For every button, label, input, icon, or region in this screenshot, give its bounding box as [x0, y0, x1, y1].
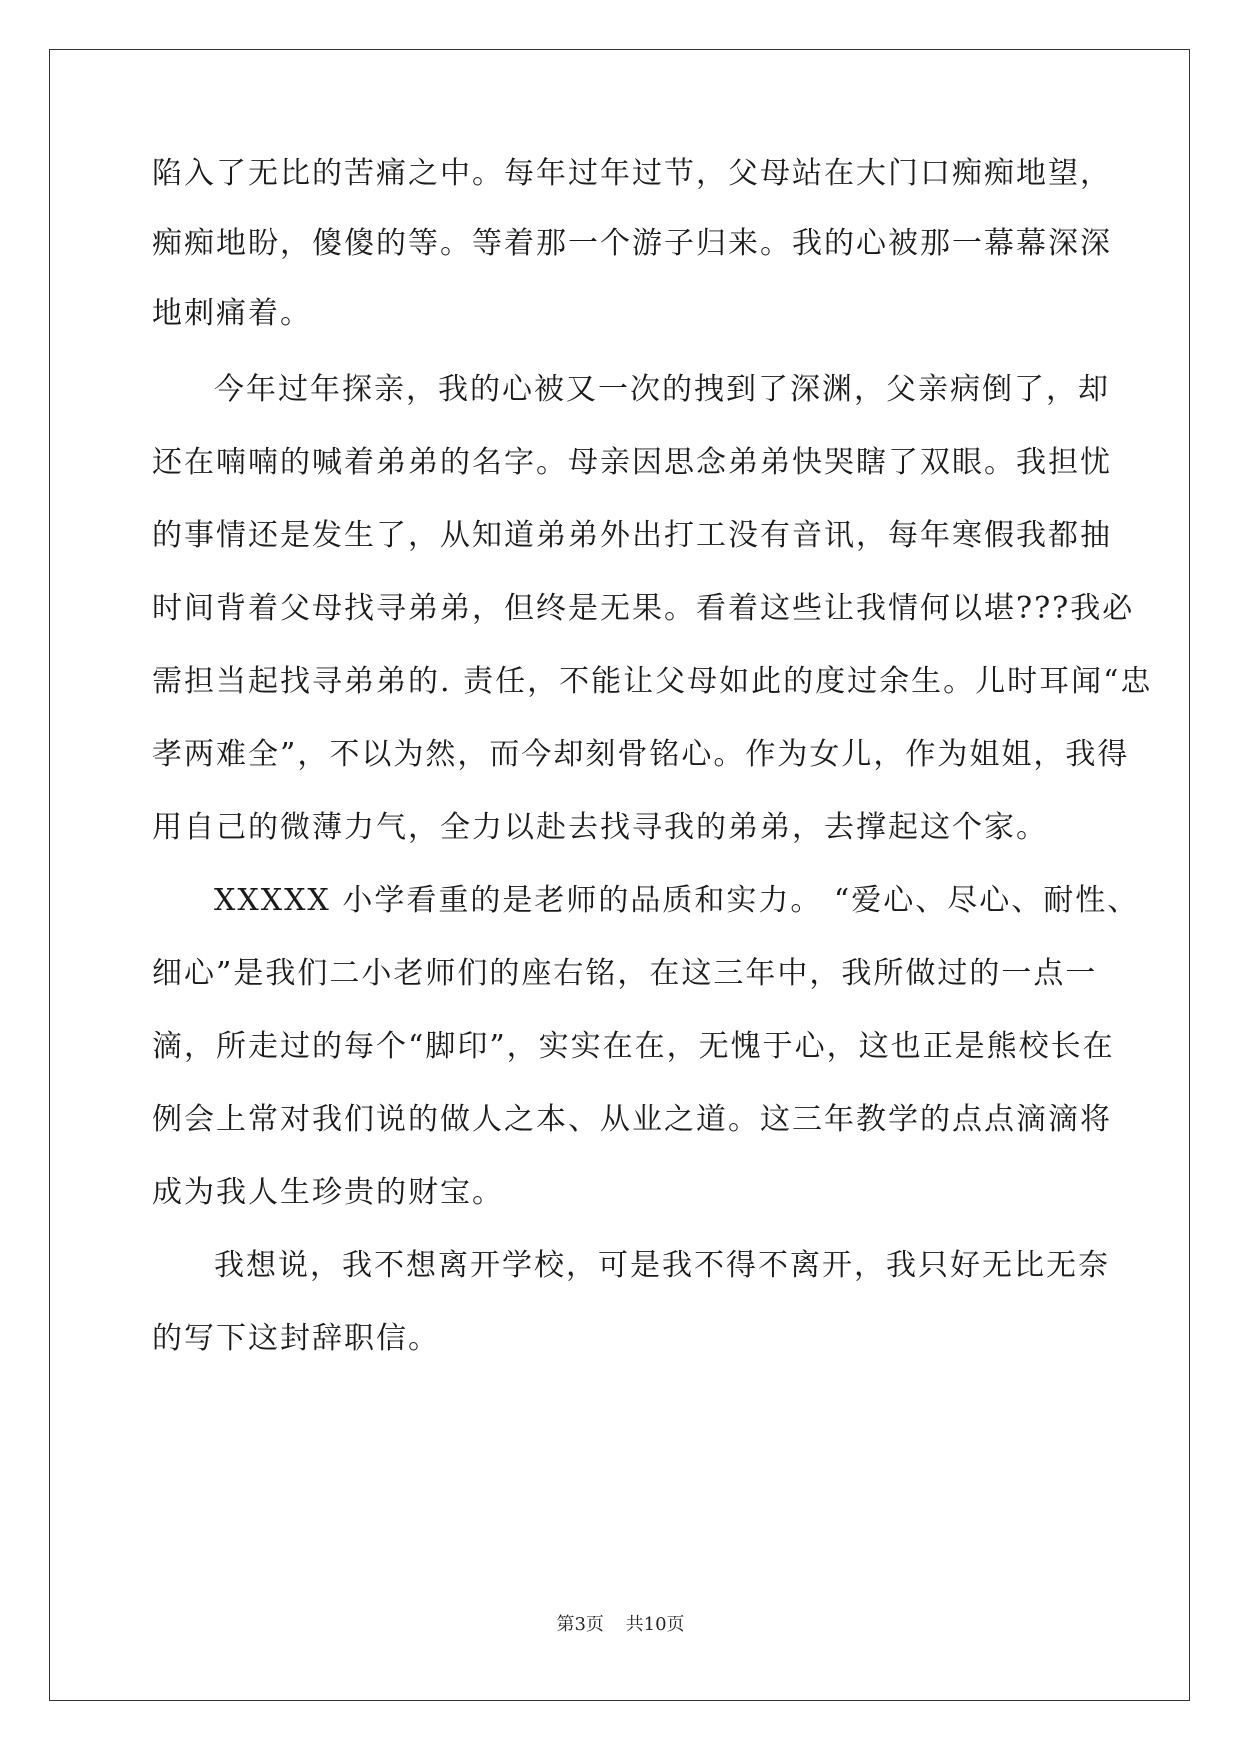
text-line: 我想说，我不想离开学校，可是我不得不离开，我只好无比无奈 — [214, 1248, 1110, 1283]
text-line: 成为我人生珍贵的财宝。 — [152, 1175, 504, 1210]
text-line: 时间背着父母找寻弟弟，但终是无果。看着这些让我情何以堪???我必 — [152, 591, 1135, 626]
page-number: 第3页 — [556, 1614, 604, 1635]
text-line: 用自己的微薄力气，全力以赴去找寻我的弟弟，去撑起这个家。 — [152, 810, 1048, 845]
text-line: 孝两难全”，不以为然，而今却刻骨铭心。作为女儿，作为姐姐，我得 — [152, 737, 1130, 772]
page-footer — [0, 1610, 1241, 1636]
text-line: 痴痴地盼，傻傻的等。等着那一个游子归来。我的心被那一幕幕深深 — [152, 226, 1112, 261]
text-line: 的事情还是发生了，从知道弟弟外出打工没有音讯，每年寒假我都抽 — [152, 518, 1112, 553]
text-line: 今年过年探亲，我的心被又一次的拽到了深渊，父亲病倒了，却 — [214, 372, 1110, 407]
text-line: 需担当起找寻弟弟的. 责任，不能让父母如此的度过余生。儿时耳闻“忠 — [152, 664, 1153, 699]
text-line: 还在喃喃的喊着弟弟的名字。母亲因思念弟弟快哭瞎了双眼。我担忧 — [152, 445, 1112, 480]
text-line: 例会上常对我们说的做人之本、从业之道。这三年教学的点点滴滴将 — [152, 1102, 1112, 1137]
text-line: 的写下这封辞职信。 — [152, 1321, 440, 1356]
text-line: 陷入了无比的苦痛之中。每年过年过节，父母站在大门口痴痴地望， — [152, 156, 1112, 191]
text-line: XXXXX 小学看重的是老师的品质和实力。 “爱心、尽心、耐性、 — [214, 883, 1140, 918]
text-line: 地刺痛着。 — [152, 296, 312, 331]
text-line: 细心”是我们二小老师们的座右铭，在这三年中，我所做过的一点一 — [152, 956, 1098, 991]
page-total: 共10页 — [625, 1614, 685, 1635]
text-line: 滴，所走过的每个“脚印”，实实在在，无愧于心，这也正是熊校长在 — [152, 1029, 1115, 1064]
